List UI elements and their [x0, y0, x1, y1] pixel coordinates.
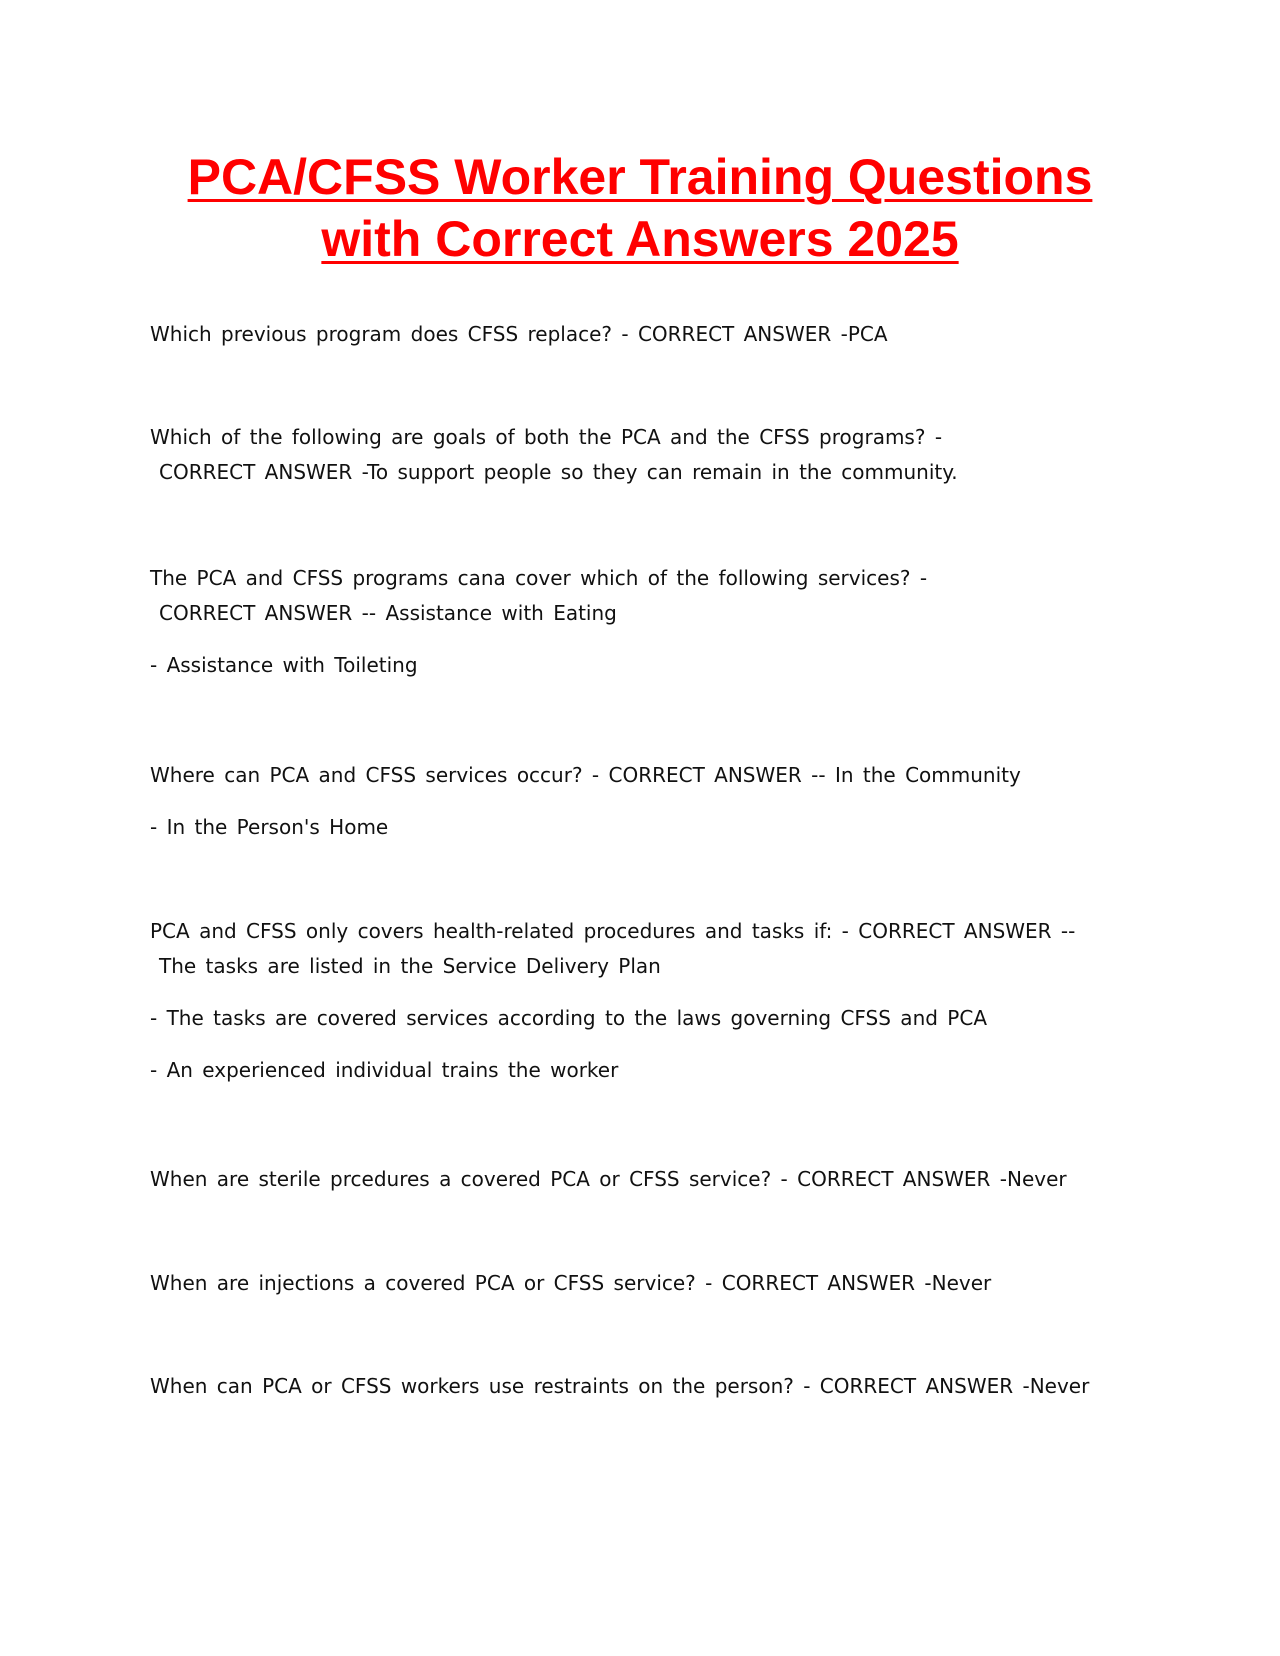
document-title	[0, 146, 1280, 270]
answer-extra-line: - The tasks are covered services according to the laws governing CFSS and PCA	[150, 1006, 987, 1030]
qa-item-2	[150, 420, 1130, 490]
qa-item-5	[150, 914, 1130, 1088]
answer-extra-line: - An experienced individual trains the worker	[150, 1058, 619, 1082]
question-text: When are sterile prcedures a covered PCA or CFSS service? - CORRECT ANSWER -Never	[150, 1167, 1067, 1191]
qa-item-4	[150, 758, 1130, 845]
answer-text: The tasks are listed in the Service Delivery Plan	[159, 954, 661, 978]
question-text: When are injections a covered PCA or CFSS service? - CORRECT ANSWER -Never	[150, 1271, 992, 1295]
qa-item-3	[150, 561, 1130, 683]
answer-text: CORRECT ANSWER -To support people so they can remain in the community.	[159, 460, 958, 484]
question-text: When can PCA or CFSS workers use restraints on the person? - CORRECT ANSWER -Never	[150, 1374, 1090, 1398]
qa-item-8	[150, 1369, 1130, 1404]
qa-item-1	[150, 317, 1130, 352]
qa-item-6	[150, 1162, 1130, 1197]
qa-item-7	[150, 1266, 1130, 1301]
title-line-1: PCA/CFSS Worker Training Questions	[187, 149, 1093, 205]
answer-text: CORRECT ANSWER -- Assistance with Eating	[159, 601, 617, 625]
question-text: Which previous program does CFSS replace? - CORRECT ANSWER -PCA	[150, 322, 888, 346]
question-text: PCA and CFSS only covers health-related procedures and tasks if: - CORRECT ANSWER --	[150, 919, 1076, 943]
title-line-2: with Correct Answers 2025	[321, 211, 959, 267]
question-text: Where can PCA and CFSS services occur? - CORRECT ANSWER -- In the Community	[150, 763, 1021, 787]
question-text: The PCA and CFSS programs cana cover which of the following services? -	[150, 566, 928, 590]
question-text: Which of the following are goals of both the PCA and the CFSS programs? -	[150, 425, 943, 449]
answer-extra-line: - Assistance with Toileting	[150, 653, 418, 677]
answer-extra-line: - In the Person's Home	[150, 815, 389, 839]
